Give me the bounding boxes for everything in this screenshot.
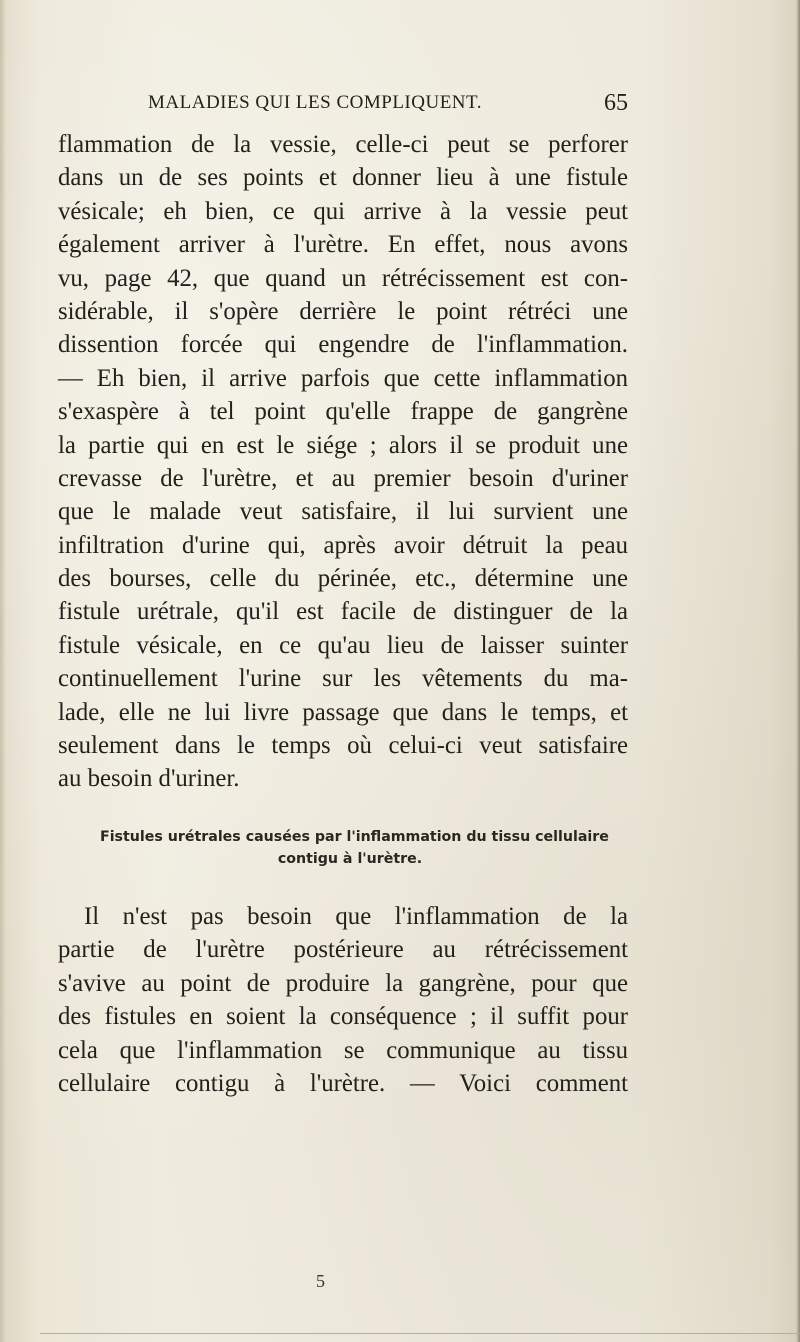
text-line: que le malade veut satisfaire, il lui survient une [58, 498, 628, 526]
text-line: Il n'est pas besoin que l'inflammation de la [84, 903, 628, 930]
page-left-edge [0, 0, 6, 1342]
signature-mark: 5 [316, 1271, 325, 1291]
text-line: s'exaspère à tel point qu'elle frappe de gangrène [58, 398, 628, 426]
running-head [148, 87, 628, 119]
text-line: crevasse de l'urètre, et au premier besoin d'uriner [58, 464, 628, 492]
text-line: flammation de la vessie, celle-ci peut se perforer [58, 131, 628, 158]
text-line: s'avive au point de produire la gangrène, pour que [58, 969, 628, 997]
text-line: dans un de ses points et donner lieu à une fistule [58, 164, 628, 192]
text-line: fistule vésicale, en ce qu'au lieu de laisser suinter [58, 631, 628, 659]
section-heading-line: Fistules urétrales causées par l'inflammation du tissu cellulaire [100, 829, 609, 845]
text-line: sidérable, il s'opère derrière le point rétréci une [58, 297, 628, 325]
section-heading-line: contigu à l'urètre. [277, 851, 423, 867]
text-line: infiltration d'urine qui, après avoir détruit la peau [58, 531, 628, 559]
text-line: des bourses, celle du périnée, etc., détermine une [58, 565, 628, 593]
running-title: MALADIES QUI LES COMPLIQUENT. [148, 92, 482, 113]
text-line: également arriver à l'urètre. En effet, nous avons [58, 231, 628, 259]
text-line: au besoin d'uriner. [58, 765, 240, 793]
text-line: cela que l'inflammation se communique au tissu [58, 1036, 628, 1064]
text-line: vu, page 42, que quand un rétrécissement est con- [58, 264, 628, 292]
paragraph-2 [58, 900, 628, 1100]
section-heading [100, 826, 609, 870]
page-right-edge [796, 0, 800, 1342]
page-number: 65 [604, 90, 628, 116]
text-line: partie de l'urètre postérieure au rétrécissement [58, 936, 628, 964]
text-line: vésicale; eh bien, ce qui arrive à la vessie peut [58, 197, 628, 225]
text-line: continuellement l'urine sur les vêtements du ma- [58, 665, 628, 693]
text-line: — Eh bien, il arrive parfois que cette inflammation [58, 364, 628, 392]
text-line: fistule urétrale, qu'il est facile de distinguer de la [58, 598, 628, 626]
text-line: la partie qui en est le siége ; alors il se produit une [58, 431, 628, 459]
text-line: des fistules en soient la conséquence ; il suffit pour [58, 1003, 628, 1031]
text-line: dissention forcée qui engendre de l'inflammation. [58, 331, 628, 359]
page-bottom-edge [40, 1333, 800, 1334]
text-line: lade, elle ne lui livre passage que dans le temps, et [58, 698, 628, 726]
paragraph-1 [58, 128, 628, 796]
text-line: cellulaire contigu à l'urètre. — Voici comment [58, 1069, 628, 1097]
text-line: seulement dans le temps où celui-ci veut satisfaire [58, 732, 628, 760]
